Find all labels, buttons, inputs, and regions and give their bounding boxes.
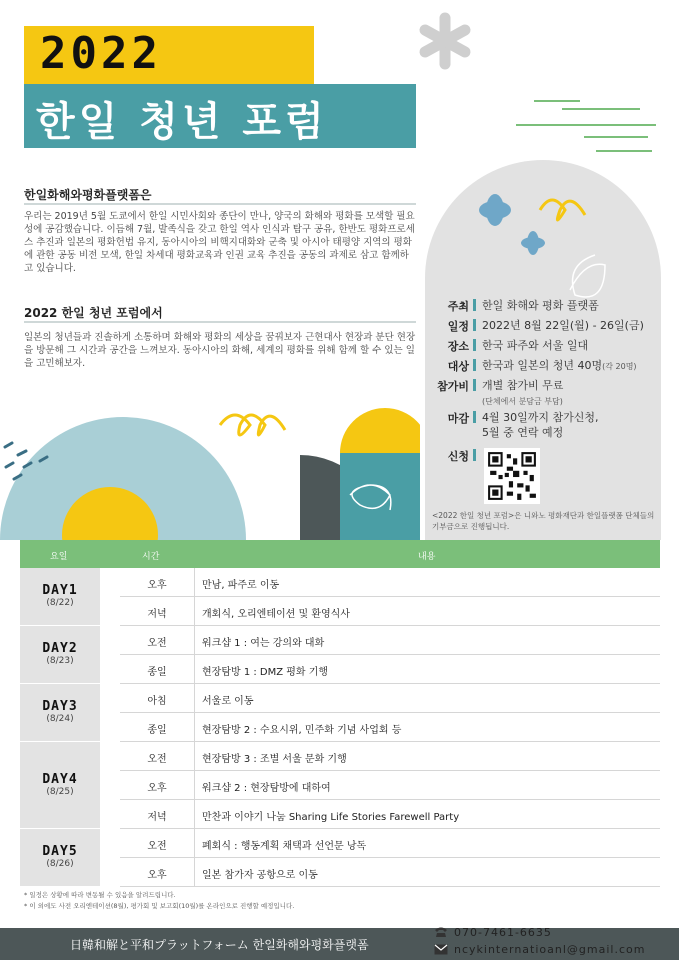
- day-date: (8/24): [46, 714, 74, 724]
- column-divider: [194, 771, 195, 800]
- info-value: 2022년 8월 22일(월) - 26일(금): [482, 319, 644, 332]
- content-cell: 서울로 이동: [202, 696, 254, 707]
- target-note: (각 20명): [602, 362, 637, 371]
- time-cell: 오후: [147, 783, 167, 794]
- info-value: 한국 파주와 서울 일대: [482, 339, 589, 352]
- column-divider: [194, 800, 195, 829]
- day-name: DAY1: [42, 583, 78, 598]
- target-text: 한국과 일본의 청년 40명: [482, 359, 603, 372]
- schedule-table: [20, 540, 660, 885]
- table-row: [20, 858, 660, 887]
- year-label: 2022: [40, 28, 162, 79]
- footer-org: 日韓和解と平和プラットフォーム 한일화해와평화플랫폼: [70, 938, 369, 952]
- column-header-content: 내용: [418, 552, 436, 562]
- column-divider: [194, 829, 195, 858]
- column-divider: [194, 684, 195, 713]
- info-row-target: [425, 358, 637, 374]
- info-bar: [473, 359, 476, 371]
- column-divider: [194, 655, 195, 684]
- fee-note: (단체에서 분담금 부담): [482, 397, 563, 406]
- content-cell: 현장탐방 2 : 수요시위, 민주화 기념 사업회 등: [202, 725, 402, 736]
- table-row: [20, 655, 660, 684]
- info-row-apply: [425, 448, 482, 464]
- info-label: 장소: [447, 340, 469, 353]
- content-cell: 현장탐방 3 : 조별 서울 문화 기행: [202, 754, 347, 765]
- column-header-time: 시간: [142, 552, 160, 562]
- column-divider: [194, 742, 195, 771]
- day-name: DAY4: [42, 771, 78, 787]
- row-divider: [120, 886, 660, 887]
- day-date: (8/25): [46, 786, 74, 797]
- email-address[interactable]: ncykinternatioanl@gmail.com: [454, 943, 646, 956]
- deadline-line: 5월 중 연락 예정: [482, 426, 564, 439]
- column-divider: [194, 858, 195, 887]
- footnote: * 이 외에도 사전 오리엔테이션(8월), 평가회 및 보고회(10월)를 온라인으로 진행할 예정입니다.: [24, 902, 295, 910]
- info-row-fee: [425, 378, 563, 409]
- info-bar: [473, 319, 476, 331]
- time-cell: 아침: [147, 696, 167, 707]
- info-list: [425, 298, 661, 498]
- info-label: 신청: [447, 450, 469, 463]
- phone-number[interactable]: 070-7461-6635: [454, 926, 552, 939]
- table-row: [20, 713, 660, 742]
- funding-note: <2022 한일 청년 포럼>은 니와노 평화재단과 한일플랫폼 단체들의 기부금으로 진행됩니다.: [432, 511, 655, 531]
- shapes-decoration: [0, 395, 420, 540]
- phone-icon: [434, 926, 448, 938]
- time-cell: 저녁: [147, 609, 167, 620]
- time-cell: 오후: [147, 580, 167, 591]
- asterisk-decoration: [415, 10, 475, 72]
- day-name: DAY5: [42, 844, 78, 859]
- content-cell: 워크샵 1 : 여는 강의와 대화: [202, 638, 325, 649]
- table-row: [20, 829, 660, 858]
- info-label: 주최: [447, 300, 469, 313]
- info-bar: [473, 379, 476, 391]
- page-title: 한일 청년 포럼: [36, 99, 328, 145]
- day-name: DAY3: [42, 699, 78, 714]
- info-bar: [473, 299, 476, 311]
- day-date: (8/26): [46, 859, 74, 869]
- section-rule: [24, 203, 416, 205]
- section-rule: [24, 321, 416, 323]
- content-cell: 워크샵 2 : 현장탐방에 대하여: [202, 783, 331, 794]
- table-row: [20, 626, 660, 655]
- content-cell: 개회식, 오리엔테이션 및 환영식사: [202, 609, 350, 620]
- info-row-place: [425, 338, 588, 354]
- content-cell: 만찬과 이야기 나눔 Sharing Life Stories Farewell Party: [202, 812, 460, 823]
- column-header-day: 요일: [50, 552, 68, 562]
- time-cell: 종일: [147, 725, 167, 736]
- table-row: [20, 800, 660, 829]
- flower-decoration: [465, 185, 625, 315]
- time-cell: 오전: [147, 638, 167, 649]
- content-cell: 만남, 파주로 이동: [202, 580, 280, 591]
- table-row: [20, 568, 660, 597]
- table-header: [20, 540, 660, 568]
- info-value: 한일 화해와 평화 플랫폼: [482, 299, 599, 312]
- fee-text: 개별 참가비 무료: [482, 379, 564, 392]
- info-bar: [473, 339, 476, 351]
- column-divider: [194, 597, 195, 626]
- info-value: [482, 410, 599, 440]
- mail-icon: [434, 944, 448, 955]
- table-row: [20, 742, 660, 771]
- time-cell: 종일: [147, 667, 167, 678]
- column-divider: [194, 568, 195, 597]
- qr-code[interactable]: [484, 448, 540, 504]
- column-divider: [194, 713, 195, 742]
- table-row: [20, 771, 660, 800]
- info-value: [482, 378, 563, 409]
- section-heading: 한일화해와평화플랫폼은: [24, 188, 152, 202]
- footnote: * 일정은 상황에 따라 변동될 수 있음을 알려드립니다.: [24, 891, 176, 899]
- info-bar: [473, 449, 476, 461]
- info-label: 대상: [447, 360, 469, 373]
- info-label: 참가비: [437, 380, 469, 393]
- content-cell: 일본 참가자 공항으로 이동: [202, 870, 318, 881]
- info-bar: [473, 411, 476, 423]
- content-cell: 폐회식 : 행동계획 채택과 선언문 낭독: [202, 841, 367, 852]
- table-row: [20, 684, 660, 713]
- info-label: 마감: [447, 412, 469, 425]
- info-value: [482, 358, 637, 374]
- info-row-host: [425, 298, 599, 314]
- day-date: (8/23): [46, 656, 74, 666]
- section-heading: 2022 한일 청년 포럼에서: [24, 306, 163, 320]
- info-row-deadline: [425, 410, 599, 440]
- deadline-line: 4월 30일까지 참가신청,: [482, 411, 599, 424]
- section-body: 우리는 2019년 5월 도쿄에서 한일 시민사회와 종단이 만나, 양국의 화해와 평화를 모색할 필요성에 공감했습니다. 이듬해 7월, 발족식을 갖고 한일 역사 인식과 탐구 공유, 한반도 평화프로세스 추진과 일본의 평화헌법 유지, 동아시아의 비핵지대화와 군축 및 아시아 태평양 지역의 평화에 관한 공동 비전 모색, 한일 차세대 평화교육과 인권 교육 추진을 공동의 과제로 삼고 함께하고 있습니다.: [24, 211, 415, 274]
- section-body: 일본의 청년들과 진솔하게 소통하며 화해와 평화의 세상을 꿈꿔보자 근현대사 현장과 분단 현장을 방문해 그 시간과 공간을 느껴보자. 동아시아의 화해, 세계의 평화를 위해 함께 할 수 있는 일을 고민해보자.: [24, 332, 416, 369]
- column-divider: [194, 626, 195, 655]
- info-label: 일정: [447, 320, 469, 333]
- time-cell: 오후: [147, 870, 167, 881]
- time-cell: 오전: [147, 841, 167, 852]
- day-name: DAY2: [42, 641, 78, 656]
- content-cell: 현장탐방 1 : DMZ 평화 기행: [202, 667, 329, 678]
- time-cell: 저녁: [147, 812, 167, 823]
- table-row: [20, 597, 660, 626]
- info-row-date: [425, 318, 644, 334]
- time-cell: 오전: [147, 754, 167, 765]
- day-date: (8/22): [46, 598, 74, 608]
